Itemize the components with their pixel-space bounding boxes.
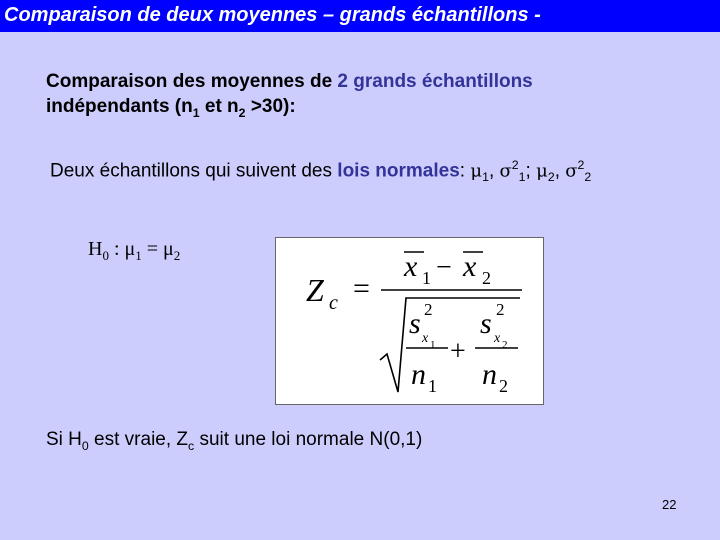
n1-subscript: 1: [428, 376, 437, 396]
conclusion-line: [46, 427, 422, 459]
heading-line2-prefix: indépendants (n: [46, 96, 193, 117]
n1-letter: n: [411, 358, 426, 391]
slide-heading: [46, 69, 686, 126]
laws-comma-2: ,: [554, 160, 566, 182]
laws-prefix: Deux échantillons qui suivent des: [50, 160, 338, 182]
laws-highlight: lois normales: [337, 160, 460, 182]
heading-part1: Comparaison des moyennes de: [46, 71, 338, 92]
h0-subscript: 0: [81, 438, 89, 453]
null-hypothesis: [88, 238, 180, 264]
sigma2-sup: 2: [577, 158, 585, 172]
heading-highlight: 2 grands échantillons: [337, 71, 533, 92]
s2-square: 2: [496, 300, 505, 319]
mu-symbol: μ: [163, 238, 174, 260]
plus-sign: +: [450, 336, 466, 367]
zc-subscript: c: [188, 438, 195, 453]
s1-letter: s: [409, 307, 421, 340]
conclusion-middle: est vraie, Z: [88, 429, 189, 450]
s2-sub-two: 2: [502, 339, 508, 351]
z-letter: Z: [306, 272, 324, 308]
laws-comma-1: ,: [488, 160, 500, 182]
h-zero-sub: 0: [102, 248, 109, 263]
h-colon: :: [108, 238, 125, 260]
conclusion-suffix: suit une loi normale N(0,1): [194, 429, 423, 450]
minus-sign: −: [436, 252, 452, 283]
sigma-symbol: σ: [565, 160, 578, 182]
s2-letter: s: [480, 307, 492, 340]
s2-sub-x: x: [494, 331, 501, 346]
n2-subscript: 2: [499, 376, 508, 396]
heading-suffix: >30):: [245, 96, 296, 117]
x2-letter: x: [463, 250, 477, 283]
heading-mid: et n: [199, 96, 239, 117]
mu1-sub: 1: [482, 170, 489, 185]
laws-semicolon: ;: [525, 160, 537, 182]
zc-formula: [276, 238, 543, 404]
n1-subscript: 1: [192, 105, 200, 120]
s1-square: 2: [424, 300, 433, 319]
zc-formula-box: [275, 237, 544, 405]
mu2-sub: 2: [547, 170, 555, 185]
laws-colon: :: [459, 160, 471, 182]
conclusion-prefix: Si H: [46, 429, 82, 450]
mu-symbol: μ: [470, 160, 483, 182]
s1-sub-x: x: [422, 331, 429, 346]
x1-letter: x: [404, 250, 418, 283]
sigma1-sub: 1: [518, 170, 526, 185]
h-letter: H: [88, 238, 103, 260]
sigma-symbol: σ: [499, 160, 512, 182]
slide-title: Comparaison de deux moyennes – grands échantillons -: [0, 0, 720, 32]
s1-sub-one: 1: [430, 339, 436, 351]
page-number: 22: [662, 497, 677, 512]
mu-symbol: μ: [124, 238, 136, 260]
equals-sign: =: [141, 238, 164, 260]
x2-subscript: 2: [482, 268, 491, 288]
z-subscript-c: c: [329, 292, 338, 314]
normal-laws-line: [50, 152, 591, 190]
sigma2-sub: 2: [584, 170, 592, 185]
equals-sign: =: [353, 272, 370, 305]
n2-letter: n: [482, 358, 497, 391]
mu-symbol: μ: [536, 160, 548, 182]
mu2-sub: 2: [173, 248, 181, 263]
n2-subscript: 2: [238, 105, 246, 120]
mu1-sub: 1: [135, 248, 142, 263]
sigma1-sup: 2: [511, 158, 519, 172]
x1-subscript: 1: [422, 268, 431, 288]
